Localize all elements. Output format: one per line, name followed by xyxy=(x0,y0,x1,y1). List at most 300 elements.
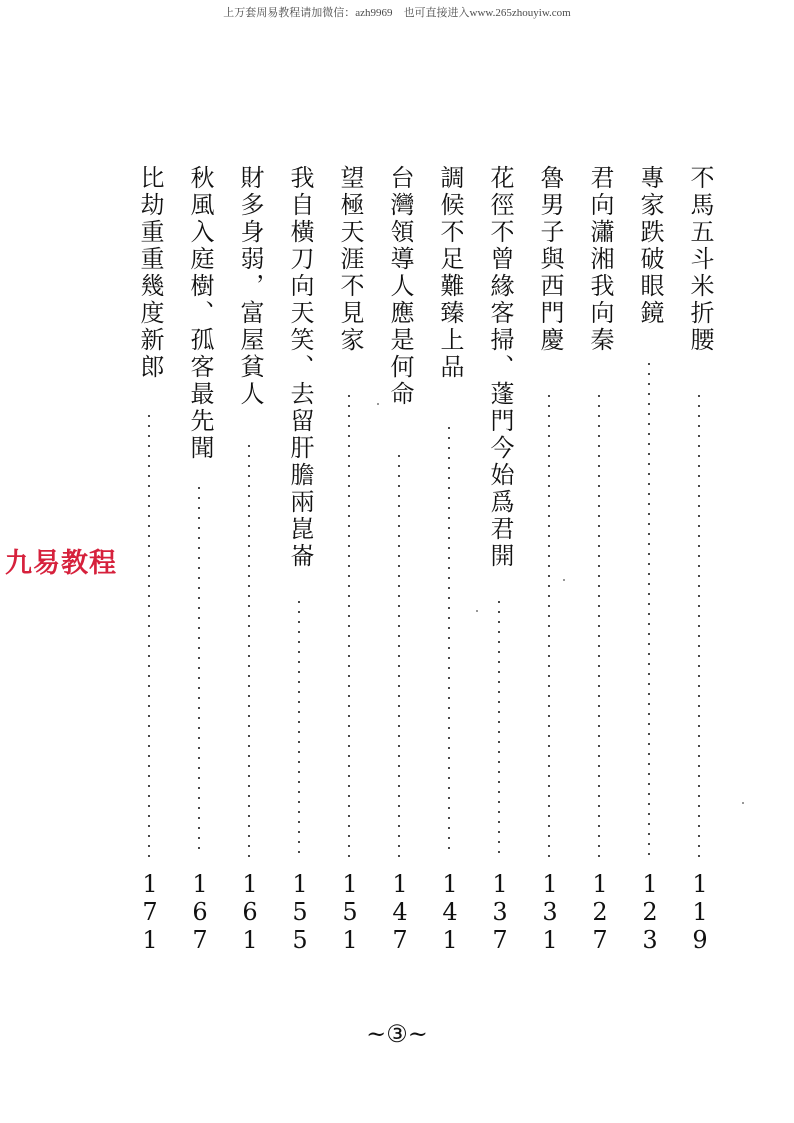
leader-dot xyxy=(148,755,150,757)
leader-dot xyxy=(198,727,200,729)
leader-dot xyxy=(248,635,250,637)
leader-dot xyxy=(148,815,150,817)
leader-dot xyxy=(598,835,600,837)
leader-dot xyxy=(348,495,350,497)
table-of-contents xyxy=(130,165,730,965)
leader-dot xyxy=(498,601,500,603)
leader-dot xyxy=(648,723,650,725)
leader-dot xyxy=(648,483,650,485)
leader-dot xyxy=(398,805,400,807)
leader-dot xyxy=(548,605,550,607)
leader-dot xyxy=(248,845,250,847)
leader-dot xyxy=(548,755,550,757)
leader-dot xyxy=(248,855,250,857)
leader-dot xyxy=(548,455,550,457)
leader-dot xyxy=(448,527,450,529)
leader-dot xyxy=(148,455,150,457)
leader-dot xyxy=(148,775,150,777)
leader-dot xyxy=(598,515,600,517)
leader-dot xyxy=(698,655,700,657)
leader-dot xyxy=(648,763,650,765)
leader-dot xyxy=(698,705,700,707)
leader-dot xyxy=(548,435,550,437)
leader-dot xyxy=(148,495,150,497)
leader-dot xyxy=(498,851,500,853)
leader-dot xyxy=(298,621,300,623)
leader-dot xyxy=(248,505,250,507)
leader-dot xyxy=(398,515,400,517)
leader-dot xyxy=(648,583,650,585)
leader-dot xyxy=(598,535,600,537)
leader-dot xyxy=(698,695,700,697)
leader-dot xyxy=(148,465,150,467)
leader-dot xyxy=(398,545,400,547)
leader-dot xyxy=(548,695,550,697)
leader-dot xyxy=(698,725,700,727)
leader-dot xyxy=(398,505,400,507)
leader-dot xyxy=(198,687,200,689)
leader-dot xyxy=(198,757,200,759)
leader-dot xyxy=(548,445,550,447)
leader-dot xyxy=(548,585,550,587)
leader-dot xyxy=(548,495,550,497)
leader-dot xyxy=(398,765,400,767)
leader-dot xyxy=(398,815,400,817)
leader-dot xyxy=(148,685,150,687)
leader-dot xyxy=(198,627,200,629)
leader-dot xyxy=(248,595,250,597)
leader-dot xyxy=(498,721,500,723)
leader-dot xyxy=(648,773,650,775)
leader-dot xyxy=(698,495,700,497)
leader-dot xyxy=(698,455,700,457)
leader-dot xyxy=(348,635,350,637)
leader-dot xyxy=(548,815,550,817)
leader-dot xyxy=(698,605,700,607)
leader-dot xyxy=(548,675,550,677)
leader-dot xyxy=(348,525,350,527)
leader-dot xyxy=(648,383,650,385)
leader-dot xyxy=(398,705,400,707)
leader-dot xyxy=(448,677,450,679)
leader-dot xyxy=(348,705,350,707)
leader-dot xyxy=(648,553,650,555)
toc-entry-title: 財多身弱，富屋貧人 xyxy=(236,165,264,408)
leader-dot xyxy=(548,475,550,477)
leader-dot xyxy=(198,767,200,769)
leader-dot xyxy=(198,837,200,839)
leader-dot xyxy=(648,683,650,685)
leader-dot xyxy=(548,745,550,747)
leader-dot xyxy=(598,755,600,757)
leader-dot xyxy=(148,745,150,747)
leader-dot xyxy=(148,625,150,627)
leader-dot xyxy=(648,573,650,575)
leader-dot xyxy=(298,631,300,633)
leader-dot xyxy=(598,775,600,777)
leader-dot xyxy=(598,855,600,857)
toc-page-number: 1 6 1 xyxy=(242,870,258,954)
leader-dot xyxy=(398,625,400,627)
leader-dot xyxy=(598,505,600,507)
leader-dot xyxy=(248,475,250,477)
leader-dot xyxy=(148,445,150,447)
leader-dot xyxy=(248,655,250,657)
scan-speck xyxy=(742,802,744,804)
leader-dot xyxy=(598,735,600,737)
leader-dot xyxy=(648,523,650,525)
leader-dot xyxy=(148,535,150,537)
leader-dot xyxy=(148,655,150,657)
leader-dot xyxy=(648,693,650,695)
leader-dot xyxy=(198,587,200,589)
leader-dot xyxy=(248,765,250,767)
leader-dot xyxy=(548,715,550,717)
leader-dot xyxy=(548,705,550,707)
leader-dot xyxy=(648,453,650,455)
leader-dot xyxy=(248,775,250,777)
leader-dot xyxy=(498,691,500,693)
leader-dot xyxy=(648,703,650,705)
leader-dot xyxy=(698,625,700,627)
leader-dot xyxy=(398,555,400,557)
toc-entry xyxy=(632,165,668,965)
leader-dot xyxy=(598,455,600,457)
toc-entry-title: 比劫重重幾度新郎 xyxy=(136,165,164,381)
leader-dot xyxy=(648,643,650,645)
leader-dot xyxy=(448,447,450,449)
leader-dot xyxy=(598,555,600,557)
leader-dot xyxy=(148,475,150,477)
leader-dot xyxy=(598,665,600,667)
leader-dot xyxy=(698,575,700,577)
toc-leader xyxy=(489,601,509,865)
leader-dot xyxy=(598,815,600,817)
leader-dot xyxy=(698,435,700,437)
leader-dot xyxy=(248,615,250,617)
leader-dot xyxy=(198,537,200,539)
leader-dot xyxy=(648,843,650,845)
leader-dot xyxy=(348,725,350,727)
leader-dot xyxy=(498,751,500,753)
leader-dot xyxy=(298,841,300,843)
leader-dot xyxy=(548,575,550,577)
leader-dot xyxy=(398,655,400,657)
leader-dot xyxy=(598,525,600,527)
leader-dot xyxy=(698,445,700,447)
leader-dot xyxy=(548,775,550,777)
leader-dot xyxy=(598,635,600,637)
leader-dot xyxy=(648,803,650,805)
leader-dot xyxy=(148,675,150,677)
leader-dot xyxy=(398,495,400,497)
leader-dot xyxy=(398,465,400,467)
toc-entry-title: 魯男子與西門慶 xyxy=(536,165,564,354)
leader-dot xyxy=(348,625,350,627)
leader-dot xyxy=(198,797,200,799)
leader-dot xyxy=(448,667,450,669)
toc-entry xyxy=(282,165,318,965)
leader-dot xyxy=(648,673,650,675)
leader-dot xyxy=(198,807,200,809)
leader-dot xyxy=(648,513,650,515)
leader-dot xyxy=(448,427,450,429)
toc-entry xyxy=(582,165,618,965)
toc-leader xyxy=(289,601,309,865)
leader-dot xyxy=(348,565,350,567)
leader-dot xyxy=(198,647,200,649)
leader-dot xyxy=(598,405,600,407)
leader-dot xyxy=(148,555,150,557)
leader-dot xyxy=(548,405,550,407)
leader-dot xyxy=(398,825,400,827)
leader-dot xyxy=(548,635,550,637)
leader-dot xyxy=(348,765,350,767)
leader-dot xyxy=(198,557,200,559)
leader-dot xyxy=(498,771,500,773)
leader-dot xyxy=(648,613,650,615)
leader-dot xyxy=(598,465,600,467)
leader-dot xyxy=(198,777,200,779)
leader-dot xyxy=(248,565,250,567)
leader-dot xyxy=(648,503,650,505)
leader-dot xyxy=(648,533,650,535)
leader-dot xyxy=(298,771,300,773)
leader-dot xyxy=(648,813,650,815)
leader-dot xyxy=(348,665,350,667)
toc-page-number: 1 5 1 xyxy=(342,870,358,954)
leader-dot xyxy=(698,745,700,747)
leader-dot xyxy=(398,685,400,687)
toc-entry xyxy=(532,165,568,965)
leader-dot xyxy=(248,815,250,817)
leader-dot xyxy=(598,445,600,447)
leader-dot xyxy=(298,731,300,733)
leader-dot xyxy=(348,595,350,597)
toc-leader xyxy=(689,395,709,865)
leader-dot xyxy=(148,565,150,567)
leader-dot xyxy=(698,535,700,537)
leader-dot xyxy=(498,741,500,743)
leader-dot xyxy=(198,617,200,619)
leader-dot xyxy=(448,727,450,729)
leader-dot xyxy=(248,555,250,557)
leader-dot xyxy=(648,373,650,375)
leader-dot xyxy=(648,473,650,475)
leader-dot xyxy=(548,845,550,847)
leader-dot xyxy=(698,415,700,417)
leader-dot xyxy=(498,681,500,683)
leader-dot xyxy=(698,475,700,477)
leader-dot xyxy=(398,485,400,487)
leader-dot xyxy=(298,721,300,723)
leader-dot xyxy=(448,567,450,569)
leader-dot xyxy=(698,715,700,717)
leader-dot xyxy=(148,435,150,437)
leader-dot xyxy=(148,725,150,727)
leader-dot xyxy=(448,477,450,479)
leader-dot xyxy=(648,633,650,635)
leader-dot xyxy=(398,735,400,737)
leader-dot xyxy=(448,487,450,489)
toc-page-number: 1 1 9 xyxy=(692,870,708,954)
leader-dot xyxy=(198,677,200,679)
leader-dot xyxy=(648,743,650,745)
leader-dot xyxy=(598,685,600,687)
leader-dot xyxy=(348,425,350,427)
leader-dot xyxy=(148,415,150,417)
leader-dot xyxy=(598,395,600,397)
leader-dot xyxy=(498,701,500,703)
leader-dot xyxy=(648,623,650,625)
leader-dot xyxy=(598,675,600,677)
leader-dot xyxy=(548,725,550,727)
leader-dot xyxy=(698,505,700,507)
leader-dot xyxy=(698,465,700,467)
leader-dot xyxy=(448,687,450,689)
leader-dot xyxy=(348,415,350,417)
leader-dot xyxy=(298,691,300,693)
leader-dot xyxy=(348,475,350,477)
leader-dot xyxy=(498,791,500,793)
leader-dot xyxy=(598,725,600,727)
leader-dot xyxy=(298,651,300,653)
leader-dot xyxy=(348,775,350,777)
toc-entry xyxy=(232,165,268,965)
leader-dot xyxy=(648,413,650,415)
leader-dot xyxy=(648,403,650,405)
toc-leader xyxy=(389,455,409,865)
leader-dot xyxy=(248,835,250,837)
leader-dot xyxy=(698,485,700,487)
leader-dot xyxy=(698,645,700,647)
leader-dot xyxy=(348,505,350,507)
leader-dot xyxy=(348,445,350,447)
leader-dot xyxy=(248,535,250,537)
leader-dot xyxy=(398,845,400,847)
leader-dot xyxy=(198,657,200,659)
leader-dot xyxy=(398,775,400,777)
leader-dot xyxy=(448,817,450,819)
leader-dot xyxy=(298,811,300,813)
toc-leader xyxy=(639,363,659,865)
leader-dot xyxy=(248,575,250,577)
leader-dot xyxy=(348,715,350,717)
leader-dot xyxy=(548,555,550,557)
leader-dot xyxy=(348,675,350,677)
leader-dot xyxy=(448,647,450,649)
leader-dot xyxy=(298,741,300,743)
leader-dot xyxy=(298,821,300,823)
leader-dot xyxy=(348,835,350,837)
leader-dot xyxy=(198,737,200,739)
leader-dot xyxy=(248,465,250,467)
leader-dot xyxy=(298,601,300,603)
toc-leader xyxy=(439,427,459,865)
leader-dot xyxy=(348,405,350,407)
leader-dot xyxy=(598,485,600,487)
leader-dot xyxy=(698,765,700,767)
leader-dot xyxy=(298,801,300,803)
leader-dot xyxy=(648,593,650,595)
leader-dot xyxy=(298,761,300,763)
leader-dot xyxy=(448,757,450,759)
leader-dot xyxy=(398,695,400,697)
leader-dot xyxy=(698,775,700,777)
leader-dot xyxy=(548,425,550,427)
leader-dot xyxy=(598,545,600,547)
leader-dot xyxy=(148,595,150,597)
leader-dot xyxy=(148,615,150,617)
leader-dot xyxy=(548,615,550,617)
leader-dot xyxy=(598,655,600,657)
leader-dot xyxy=(398,755,400,757)
toc-leader xyxy=(339,395,359,865)
leader-dot xyxy=(398,525,400,527)
leader-dot xyxy=(248,515,250,517)
leader-dot xyxy=(148,515,150,517)
leader-dot xyxy=(598,615,600,617)
leader-dot xyxy=(398,715,400,717)
leader-dot xyxy=(198,787,200,789)
toc-entry xyxy=(482,165,518,965)
leader-dot xyxy=(598,805,600,807)
leader-dot xyxy=(448,707,450,709)
leader-dot xyxy=(198,847,200,849)
leader-dot xyxy=(448,437,450,439)
leader-dot xyxy=(698,615,700,617)
leader-dot xyxy=(198,747,200,749)
leader-dot xyxy=(348,645,350,647)
leader-dot xyxy=(348,695,350,697)
leader-dot xyxy=(348,435,350,437)
leader-dot xyxy=(548,395,550,397)
leader-dot xyxy=(248,645,250,647)
toc-entry xyxy=(682,165,718,965)
leader-dot xyxy=(598,645,600,647)
leader-dot xyxy=(248,585,250,587)
leader-dot xyxy=(198,667,200,669)
leader-dot xyxy=(198,827,200,829)
leader-dot xyxy=(648,463,650,465)
leader-dot xyxy=(198,517,200,519)
leader-dot xyxy=(198,497,200,499)
toc-leader xyxy=(589,395,609,865)
leader-dot xyxy=(148,805,150,807)
leader-dot xyxy=(398,835,400,837)
leader-dot xyxy=(548,625,550,627)
leader-dot xyxy=(698,555,700,557)
leader-dot xyxy=(598,475,600,477)
toc-leader xyxy=(189,487,209,865)
leader-dot xyxy=(198,597,200,599)
leader-dot xyxy=(498,731,500,733)
header-note: 上万套周易教程请加微信：azh9969 也可直接进入www.265zhouyiw.com xyxy=(223,7,571,19)
leader-dot xyxy=(598,845,600,847)
leader-dot xyxy=(648,753,650,755)
leader-dot xyxy=(248,745,250,747)
leader-dot xyxy=(698,785,700,787)
leader-dot xyxy=(548,685,550,687)
toc-entry-title: 調候不足難臻上品 xyxy=(436,165,464,381)
leader-dot xyxy=(348,785,350,787)
leader-dot xyxy=(598,715,600,717)
leader-dot xyxy=(548,535,550,537)
leader-dot xyxy=(348,815,350,817)
leader-dot xyxy=(448,577,450,579)
toc-leader xyxy=(239,445,259,865)
leader-dot xyxy=(648,823,650,825)
